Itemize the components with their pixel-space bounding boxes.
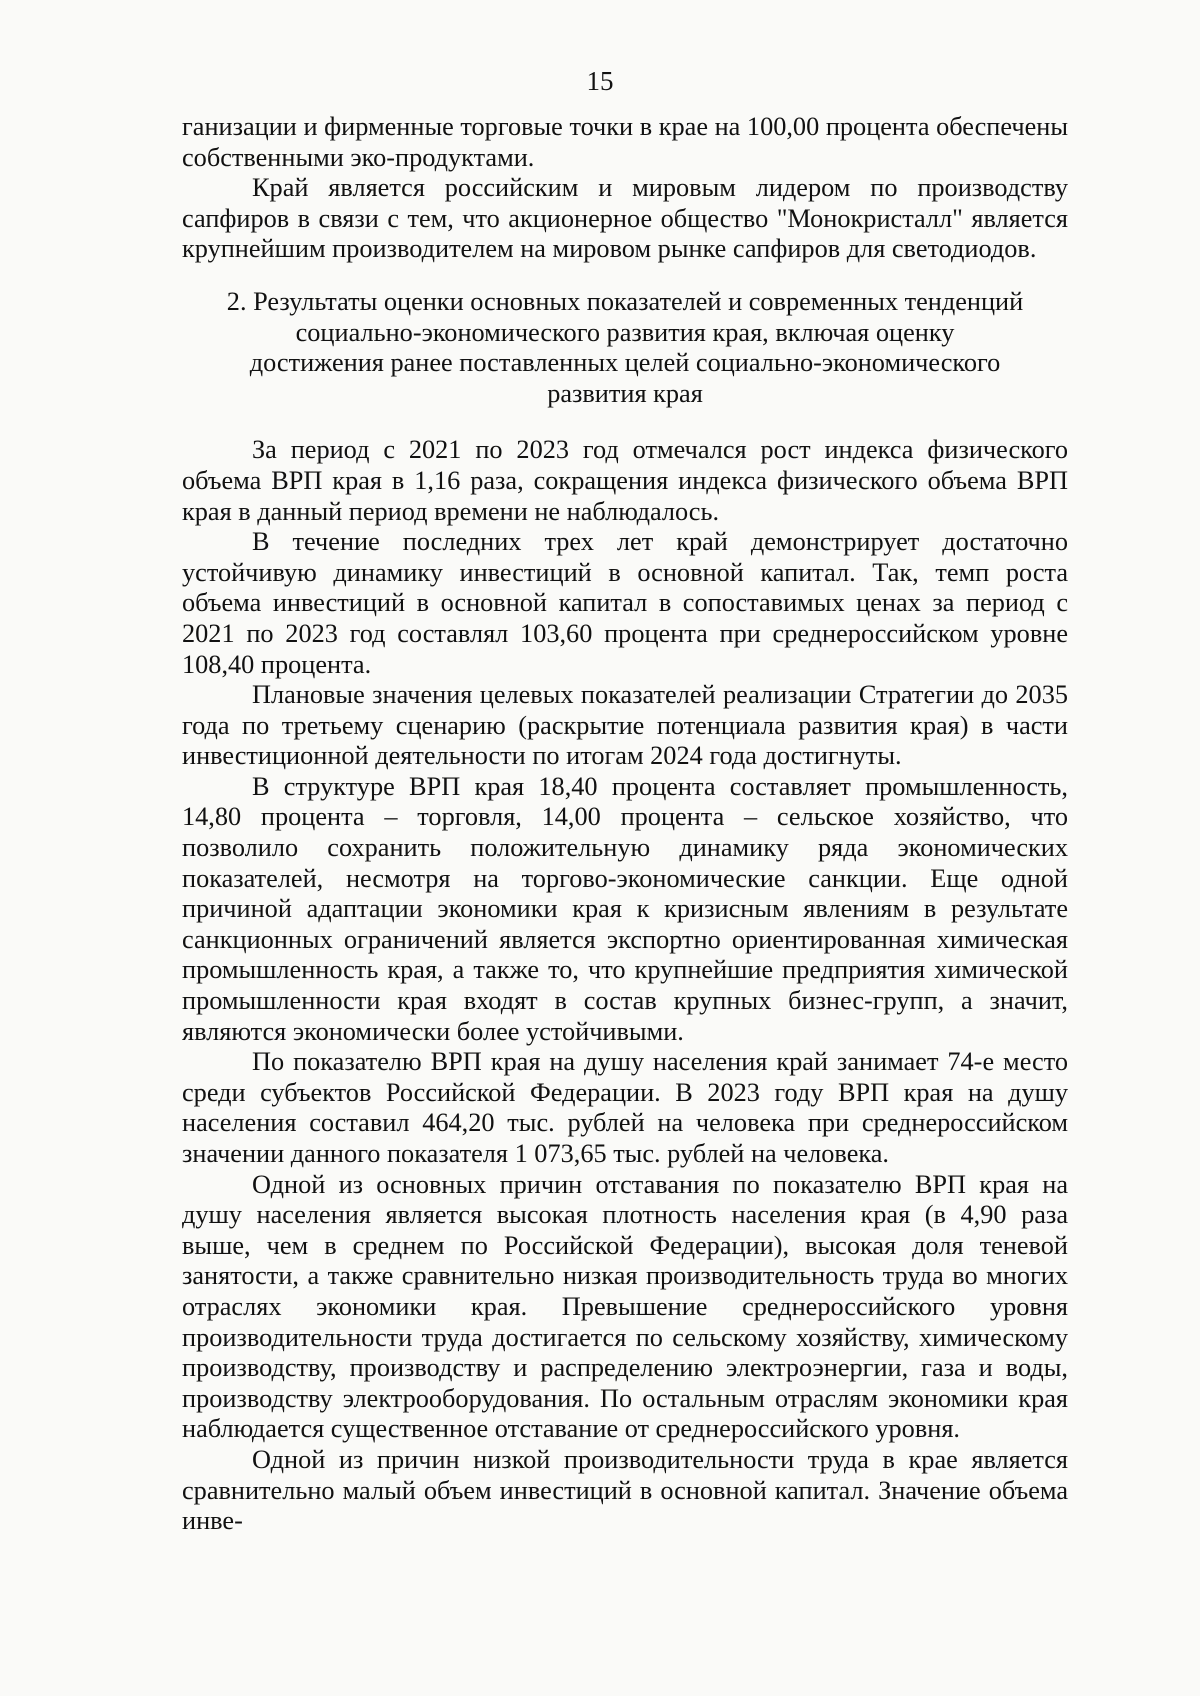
paragraph-investment-dynamics: В течение последних трех лет край демонстрирует достаточно устойчивую динамику инвестиций в основной капитал. Так, темп роста объема инвестиций в основной капитал в сопоставимых ценах за период с 2021 по 2023 год составлял 103,60 процента при среднероссийском уровне 108,40 процента. xyxy=(182,527,1068,679)
paragraph-continuation: ганизации и фирменные торговые точки в крае на 100,00 процента обеспечены собственными эко-продуктами. xyxy=(182,112,1068,172)
document-body xyxy=(182,112,1068,1537)
section-heading xyxy=(182,287,1068,409)
section-heading-line-1: 2. Результаты оценки основных показателей и современных тенденций xyxy=(226,286,1024,316)
section-heading-line-2: социально-экономического развития края, включая оценку xyxy=(295,317,955,347)
page-number: 15 xyxy=(586,66,614,96)
paragraph-strategy-targets: Плановые значения целевых показателей реализации Стратегии до 2035 года по третьему сценарию (раскрытие потенциала развития края) в части инвестиционной деятельности по итогам 2024 года достигнуты. xyxy=(182,680,1068,771)
section-heading-line-3: достижения ранее поставленных целей социально-экономического xyxy=(249,348,1001,378)
paragraph-grp-per-capita: По показателю ВРП края на душу населения край занимает 74-е место среди субъектов Российской Федерации. В 2023 году ВРП края на душу населения составил 464,20 тыс. рублей на человека при среднероссийском значении данного показателя 1 073,65 тыс. рублей на человека. xyxy=(182,1047,1068,1168)
section-heading-line-4: развития края xyxy=(547,378,703,408)
paragraph-low-productivity: Одной из причин низкой производительности труда в крае является сравнительно малый объем инвестиций в основной капитал. Значение объема инве- xyxy=(182,1444,1068,1536)
paragraph-grp-structure: В структуре ВРП края 18,40 процента составляет промышленность, 14,80 процента – торговля, 14,00 процента – сельское хозяйство, что позволило сохранить положительную динамику ряда экономических показателей, несмотря на торгово-экономические санкции. Еще одной причиной адаптации экономики края к кризисным явлениям в результате санкционных ограничений является экспортно ориентированная химическая промышленность края, а также то, что крупнейшие предприятия химической промышленности края входят в состав крупных бизнес-групп, а значит, являются экономически более устойчивыми. xyxy=(182,771,1068,1046)
paragraph-grp-growth: За период с 2021 по 2023 год отмечался рост индекса физического объема ВРП края в 1,16 раза, сокращения индекса физического объема ВРП края в данный период времени не наблюдалось. xyxy=(182,435,1068,526)
paragraph-sapphire-leader: Край является российским и мировым лидером по производству сапфиров в связи с тем, что акционерное общество "Монокристалл" является крупнейшим производителем на мировом рынке сапфиров для светодиодов. xyxy=(182,173,1068,264)
paragraph-lag-reasons: Одной из основных причин отставания по показателю ВРП края на душу населения является высокая плотность населения края (в 4,90 раза выше, чем в среднем по Российской Федерации), высокая доля теневой занятости, а также сравнительно низкая производительность труда во многих отраслях экономики края. Превышение среднероссийского уровня производительности труда достигается по сельскому хозяйству, химическому производству, производству и распределению электроэнергии, газа и воды, производству электрооборудования. По остальным отраслям экономики края наблюдается существенное отставание от среднероссийского уровня. xyxy=(182,1169,1068,1444)
